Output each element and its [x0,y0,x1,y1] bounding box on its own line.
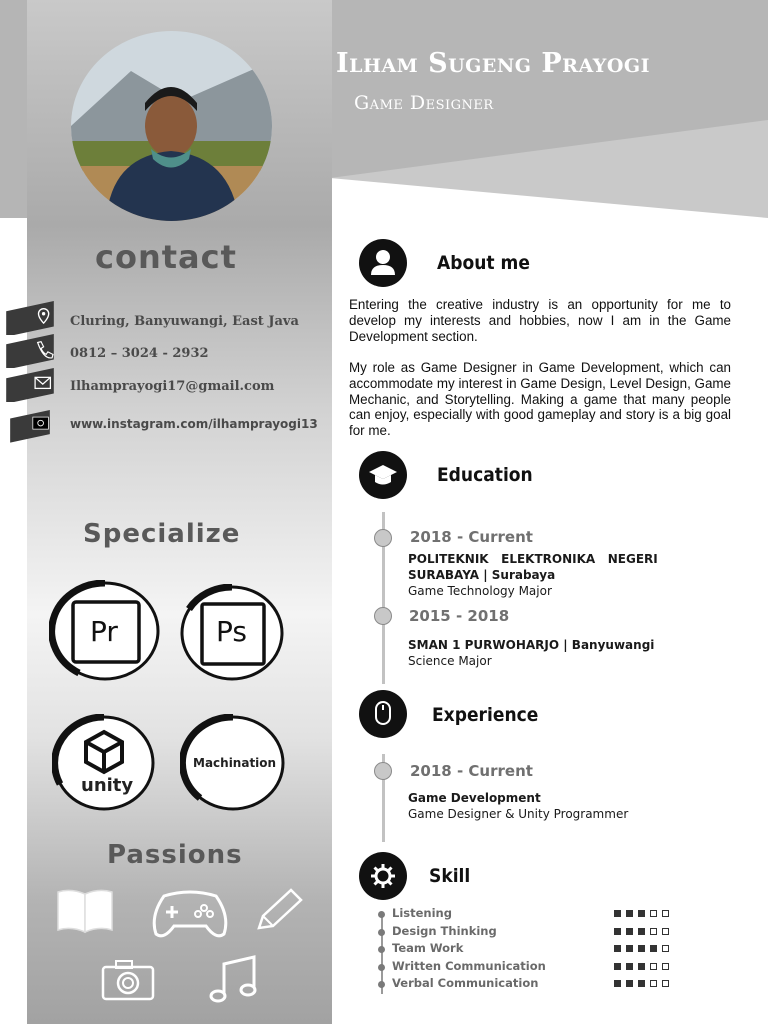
skill-rating-filled [614,928,621,935]
skill-icon [359,852,407,900]
education-entry-1 [408,551,658,599]
contact-phone [0,338,330,372]
education-dot-1 [374,529,392,547]
skill-bullet [378,964,385,971]
skill-bullet [378,946,385,953]
skill-rating-filled [638,945,645,952]
skill-row [378,941,678,957]
machination-label: Machination [193,756,277,770]
book-icon [55,886,115,936]
skill-rating-filled [626,963,633,970]
education-major-1: Game Technology Major [408,584,552,598]
experience-period-1: 2018 - Current [410,762,533,780]
user-icon [359,239,407,287]
skill-rating-filled [638,980,645,987]
skill-row [378,906,678,922]
experience-entry-1 [408,790,628,822]
contact-heading: contact [95,238,237,276]
skill-row [378,959,678,975]
education-city-1: SURABAYA | Surabaya [408,568,556,582]
skill-bullet [378,981,385,988]
about-heading: About me [437,252,530,274]
unity-label: unity [81,775,134,796]
education-major-2: Science Major [408,654,492,668]
education-dot-2 [374,607,392,625]
education-school-2: SMAN 1 PURWOHARJO | Banyuwangi [408,638,655,652]
music-note-icon [208,954,260,1006]
contact-location-text: Cluring, Banyuwangi, East Java [70,314,299,329]
skill-rating-filled [614,980,621,987]
left-edge-strip [0,0,27,218]
applicant-name: Ilham Sugeng Prayogi [336,48,650,79]
skill-bullet [378,929,385,936]
photoshop-label: Ps [216,615,247,648]
skill-rating-empty [650,980,657,987]
passions-heading: Passions [107,840,243,870]
contact-email [0,372,330,406]
skill-unity [52,714,162,814]
education-icon [359,451,407,499]
skill-rating-filled [626,928,633,935]
skill-premiere-pro [49,580,159,680]
contact-instagram-text[interactable]: www.instagram.com/ilhamprayogi13 [70,417,318,431]
skill-rating-filled [614,963,621,970]
contact-instagram [0,414,330,448]
skill-name: Written Communication [392,958,546,973]
skill-name: Design Thinking [392,923,497,938]
experience-icon [359,690,407,738]
experience-company-1: Game Development [408,791,541,805]
skill-rating-empty [650,910,657,917]
experience-position-1: Game Designer & Unity Programmer [408,807,629,821]
contact-email-text[interactable]: Ilhamprayogi17@gmail.com [70,379,275,394]
skill-rating-empty [662,928,669,935]
skill-rating-filled [626,910,633,917]
about-icon [359,239,407,287]
skill-bullet [378,911,385,918]
specialize-heading: Specialize [83,519,241,549]
gamepad-icon [150,886,230,942]
skill-rating-filled [638,910,645,917]
skill-rating-filled [626,945,633,952]
education-period-2: 2015 - 2018 [409,607,510,625]
skill-rating-filled [638,928,645,935]
skill-rating-empty [650,963,657,970]
skill-rating-filled [650,945,657,952]
skill-rating-empty [662,945,669,952]
mouse-icon [359,690,407,738]
skill-rating-empty [650,928,657,935]
education-school-1: POLITEKNIK ELEKTRONIKA NEGERI [408,552,658,566]
profile-photo [71,31,272,221]
applicant-role: Game Designer [354,92,494,114]
skill-name: Listening [392,906,452,920]
skill-row [378,924,678,940]
education-period-1: 2018 - Current [410,528,533,546]
experience-dot-1 [374,762,392,780]
skill-rating-empty [662,910,669,917]
about-paragraph-2: My role as Game Designer in Game Development, which can accommodate my interest in Game Design, Level Design, Game Mechanic, and Storytelling. Making a game that many people can enjoy, especially with good gameplay and story is a big goal for me. [349,360,731,439]
education-entry-2 [408,637,654,669]
skill-rating-filled [638,963,645,970]
experience-heading: Experience [432,704,539,726]
skill-rating-filled [626,980,633,987]
skill-machination [180,714,290,814]
premiere-pro-label: Pr [90,615,118,648]
about-paragraph-1: Entering the creative industry is an opportunity for me to develop my interests and hobbies, now I am in the Game Development section. [349,297,731,344]
education-heading: Education [437,464,533,486]
camera-icon [100,958,156,1002]
gear-icon [359,852,407,900]
skill-row [378,976,678,992]
skill-rating-empty [662,980,669,987]
skill-name: Team Work [392,941,464,956]
skill-rating-empty [662,963,669,970]
skill-rating-filled [614,910,621,917]
instagram-icon [33,417,49,429]
skill-heading: Skill [429,865,471,887]
skill-rating-filled [614,945,621,952]
graduation-cap-icon [359,451,407,499]
skill-photoshop [179,584,289,684]
contact-phone-text: 0812 – 3024 - 2932 [70,346,209,361]
skill-name: Verbal Communication [392,976,539,991]
pencil-icon [255,886,305,932]
